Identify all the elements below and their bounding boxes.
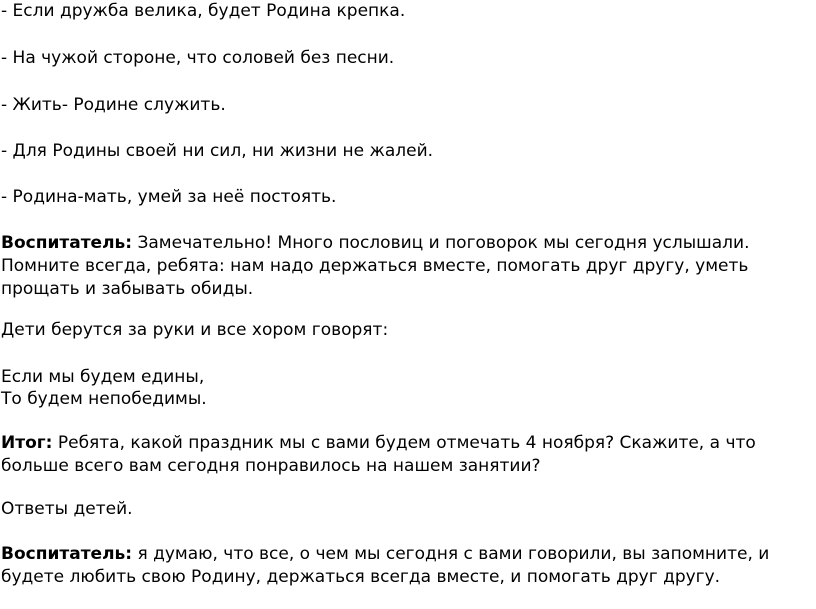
summary-paragraph-line: больше всего вам сегодня понравилось на нашем занятии? bbox=[1, 456, 541, 476]
chorus-line: Если мы будем едины, bbox=[1, 367, 205, 387]
teacher-paragraph-line: будете любить свою Родину, держаться всегда вместе, и помогать друг другу. bbox=[1, 567, 721, 587]
proverb-line: - На чужой стороне, что соловей без песни. bbox=[1, 48, 395, 68]
summary-label: Итог: bbox=[1, 433, 53, 453]
teacher-paragraph-line: прощать и забывать обиды. bbox=[1, 279, 254, 299]
chorus-line: То будем непобедимы. bbox=[1, 389, 207, 409]
teacher-paragraph-line: Помните всегда, ребята: нам надо держаться вместе, помогать друг другу, уметь bbox=[1, 256, 749, 276]
children-action: Дети берутся за руки и все хором говорят: bbox=[1, 320, 389, 340]
summary-paragraph-line bbox=[1, 432, 756, 454]
teacher-speech: Замечательно! Много пословиц и поговорок мы сегодня услышали. bbox=[132, 233, 750, 253]
teacher-paragraph-line bbox=[1, 543, 769, 565]
proverb-line: - Родина-мать, умей за неё постоять. bbox=[1, 187, 337, 207]
summary-speech: Ребята, какой праздник мы с вами будем отмечать 4 ноября? Скажите, а что bbox=[52, 433, 756, 453]
speaker-label: Воспитатель: bbox=[1, 233, 133, 253]
teacher-paragraph-line bbox=[1, 232, 749, 254]
proverb-line: - Для Родины своей ни сил, ни жизни не жалей. bbox=[1, 141, 434, 161]
proverb-line: - Если дружба велика, будет Родина крепка. bbox=[1, 1, 406, 21]
teacher-speech: я думаю, что все, о чем мы сегодня с вами говорили, вы запомните, и bbox=[132, 544, 770, 564]
answers-line: Ответы детей. bbox=[1, 499, 133, 519]
speaker-label: Воспитатель: bbox=[1, 544, 133, 564]
proverb-line: - Жить- Родине служить. bbox=[1, 95, 226, 115]
